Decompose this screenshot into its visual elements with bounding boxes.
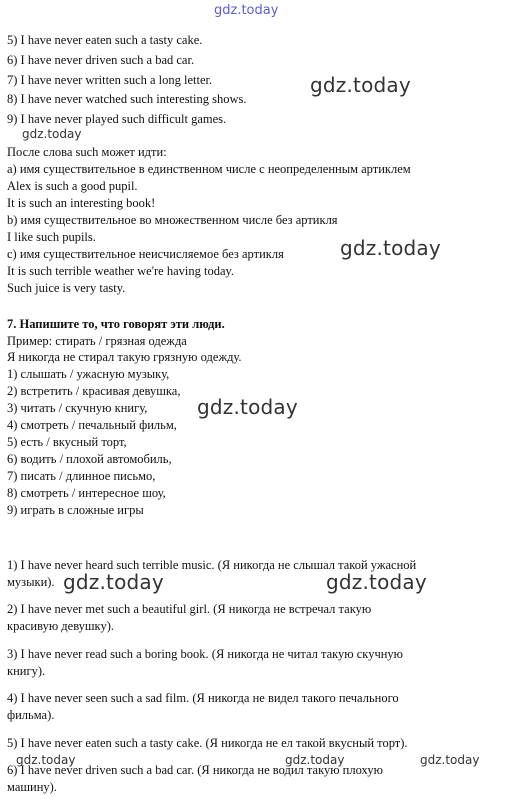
text-line: 8) I have never watched such interesting shows. bbox=[7, 92, 247, 106]
text-line: a) имя существительное в единственном числе с неопределенным артиклем bbox=[7, 162, 411, 176]
answer-line: 3) I have never read such a boring book. (Я никогда не читал такую скучную bbox=[7, 647, 404, 661]
answer-line: фильма). bbox=[7, 708, 55, 722]
text-line: 6) I have never driven such a bad car. bbox=[7, 53, 195, 67]
list-item: 2) встретить / красивая девушка, bbox=[7, 384, 181, 398]
text-line: 9) I have never played such difficult games. bbox=[7, 112, 227, 126]
list-item: 1) слышать / ужасную музыку, bbox=[7, 367, 170, 381]
answer-line: 4) I have never seen such a sad film. (Я никогда не видел такого печального bbox=[7, 691, 399, 705]
watermark-top: gdz.today bbox=[214, 3, 279, 18]
watermark: gdz.today bbox=[340, 236, 441, 260]
text-line: Such juice is very tasty. bbox=[7, 281, 126, 295]
list-item: 6) водить / плохой автомобиль, bbox=[7, 452, 172, 466]
answer-line: 5) I have never eaten such a tasty cake. (Я никогда не ел такой вкусный торт). bbox=[7, 736, 408, 750]
exercise-heading: 7. Напишите то, что говорят эти люди. bbox=[7, 317, 225, 331]
watermark: gdz.today bbox=[285, 753, 345, 767]
list-item: 7) писать / длинное письмо, bbox=[7, 469, 156, 483]
watermark: gdz.today bbox=[310, 73, 411, 97]
watermark: gdz.today bbox=[420, 753, 480, 767]
answer-line: 1) I have never heard such terrible music. (Я никогда не слышал такой ужасной bbox=[7, 558, 417, 572]
list-item: 8) смотреть / интересное шоу, bbox=[7, 486, 166, 500]
list-item: 5) есть / вкусный торт, bbox=[7, 435, 127, 449]
watermark: gdz.today bbox=[63, 570, 164, 594]
text-line: b) имя существительное во множественном числе без артикля bbox=[7, 213, 338, 227]
answer-line: музыки). bbox=[7, 575, 55, 589]
text-line: Я никогда не стирал такую грязную одежду. bbox=[7, 350, 242, 364]
watermark: gdz.today bbox=[16, 753, 76, 767]
answer-line: 2) I have never met such a beautiful girl. (Я никогда не встречал такую bbox=[7, 602, 372, 616]
answer-line: книгу). bbox=[7, 664, 46, 678]
text-line: Alex is such a good pupil. bbox=[7, 179, 138, 193]
answer-line: машину). bbox=[7, 780, 57, 794]
text-line: Пример: стирать / грязная одежда bbox=[7, 334, 187, 348]
text-line: c) имя существительное неисчисляемое без артикля bbox=[7, 247, 284, 261]
text-line: После слова such может идти: bbox=[7, 145, 167, 159]
list-item: 4) смотреть / печальный фильм, bbox=[7, 418, 177, 432]
answer-line: красивую девушку). bbox=[7, 619, 114, 633]
watermark: gdz.today bbox=[197, 395, 298, 419]
list-item: 3) читать / скучную книгу, bbox=[7, 401, 148, 415]
text-line: It is such terrible weather we're having today. bbox=[7, 264, 235, 278]
text-line: 7) I have never written such a long letter. bbox=[7, 73, 213, 87]
text-line: It is such an interesting book! bbox=[7, 196, 156, 210]
text-line: I like such pupils. bbox=[7, 230, 96, 244]
watermark: gdz.today bbox=[22, 127, 82, 141]
answer-line: 6) I have never driven such a bad car. (Я никогда не водил такую плохую bbox=[7, 763, 383, 777]
watermark: gdz.today bbox=[326, 570, 427, 594]
text-line: 5) I have never eaten such a tasty cake. bbox=[7, 33, 203, 47]
list-item: 9) играть в сложные игры bbox=[7, 503, 144, 517]
